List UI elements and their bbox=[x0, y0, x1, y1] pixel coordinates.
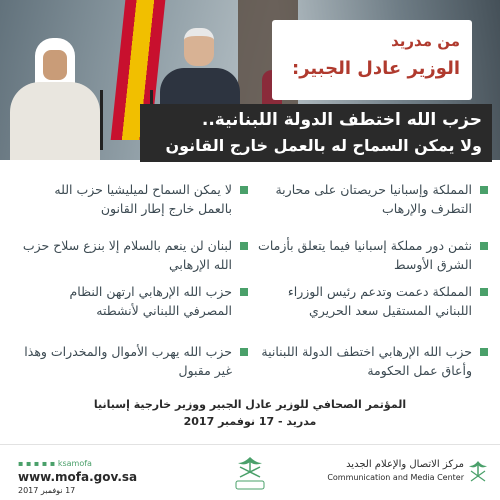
bullet-icon bbox=[240, 288, 248, 296]
list-item: حزب الله الإرهابي اختطف الدولة اللبنانية وأعاق عمل الحكومة bbox=[257, 342, 472, 380]
list-item: نثمن دور مملكة إسبانيا فيما يتعلق بأزمات الشرق الأوسط bbox=[257, 236, 472, 274]
bullet-icon bbox=[240, 186, 248, 194]
list-item: المملكة وإسبانيا حريصتان على محاربة التطرف والإرهاب bbox=[257, 180, 472, 218]
bullet-icon bbox=[240, 242, 248, 250]
headline-line2: ولا يمكن السماح له بالعمل خارج القانون bbox=[165, 136, 482, 155]
social-handle: ksamofa bbox=[57, 459, 92, 468]
header-line2: الوزير عادل الجبير: bbox=[292, 58, 460, 79]
website-link[interactable]: www.mofa.gov.sa bbox=[18, 470, 138, 484]
bullet-icon bbox=[480, 288, 488, 296]
palm-logo-icon bbox=[468, 459, 488, 485]
footer bbox=[0, 444, 500, 500]
list-item: حزب الله الإرهابي ارتهن النظام المصرفي اللبناني لأنشطته bbox=[17, 282, 232, 320]
header-title-box bbox=[272, 20, 472, 100]
footer-contact bbox=[18, 459, 158, 495]
media-center-en: Communication and Media Center bbox=[327, 473, 464, 482]
media-center bbox=[304, 459, 464, 482]
list-item: لا يمكن السماح لميليشيا حزب الله بالعمل خارج إطار القانون bbox=[17, 180, 232, 218]
headline-line1: حزب الله اختطف الدولة اللبنانية.. bbox=[201, 110, 482, 130]
note-line1: المؤتمر الصحافي للوزير عادل الجبير ووزير خارجية إسبانيا bbox=[93, 398, 407, 411]
bullet-icon bbox=[240, 348, 248, 356]
headline-banner bbox=[140, 104, 492, 162]
footer-date: 17 نوفمبر 2017 bbox=[18, 486, 76, 495]
press-conference-note bbox=[0, 398, 500, 428]
list-item: حزب الله يهرب الأموال والمخدرات وهذا غير مقبول bbox=[17, 342, 232, 380]
social-icons: ▪ ▪ ▪ ▪ ▪ ksamofa bbox=[18, 459, 92, 468]
bullet-icon bbox=[480, 348, 488, 356]
header-line1: من مدريد bbox=[391, 32, 460, 50]
key-points bbox=[0, 170, 500, 400]
media-center-ar: مركز الاتصال والإعلام الجديد bbox=[346, 459, 464, 470]
bullet-icon bbox=[480, 242, 488, 250]
bullet-icon bbox=[480, 186, 488, 194]
list-item: لبنان لن ينعم بالسلام إلا بنزع سلاح حزب الله الإرهابي bbox=[17, 236, 232, 274]
person-left bbox=[10, 38, 100, 160]
note-line2: مدريد - 17 نوفمبر 2017 bbox=[183, 415, 317, 428]
list-item: المملكة دعمت وتدعم رئيس الوزراء اللبناني المستقيل سعد الحريري bbox=[257, 282, 472, 320]
ministry-emblem-icon bbox=[228, 453, 272, 493]
